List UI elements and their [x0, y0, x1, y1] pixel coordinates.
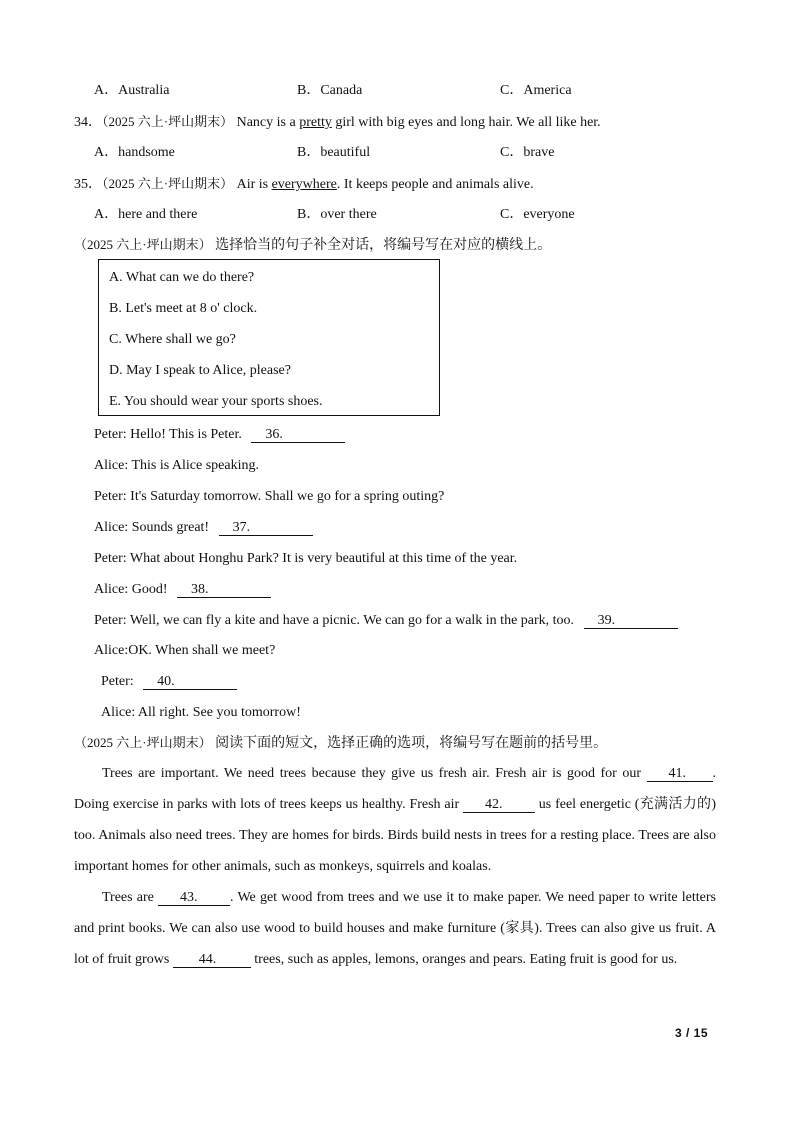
reading-instruction: 阅读下面的短文，选择正确的选项，将编号写在题前的括号里。 — [215, 736, 608, 751]
q33-option-b: B．Canada — [297, 83, 363, 98]
dialogue-line-10 — [101, 704, 301, 722]
dialogue-line-text: Peter: Well, we can fly a kite and have a picnic. We can go for a walk in the park, too. — [94, 613, 575, 628]
paragraph-text: . We get wood from trees and we use it to make paper. We need paper to write letters and print books. We can also use wood to build houses and make furniture (家具). Trees can also give us fruit. A lot of fruit grows — [74, 890, 717, 967]
q34-underlined-word: pretty — [299, 115, 332, 130]
dialogue-choice-box — [98, 259, 440, 416]
q34-number: 34． — [74, 115, 102, 130]
dialogue-line-6 — [94, 581, 271, 599]
dialogue-line-3 — [94, 488, 444, 506]
reading-source: （2025 六上·坪山期末） — [74, 735, 212, 750]
dialogue-line-text: Peter: What about Honghu Park? It is very beautiful at this time of the year. — [94, 551, 518, 566]
blank-44: 44. — [173, 952, 251, 968]
dialogue-line-5 — [94, 550, 517, 568]
q35-option-b: B．over there — [297, 207, 377, 222]
dialogue-line-text: Alice: Good! — [94, 582, 168, 597]
q33-option-c: C．America — [500, 83, 572, 98]
dialogue-line-8 — [94, 642, 275, 660]
q35-text-after: . It keeps people and animals alive. — [336, 177, 534, 192]
reading-section-heading — [74, 734, 607, 753]
choice-b: B. Let's meet at 8 o' clock. — [109, 301, 258, 316]
q35-source: （2025 六上·坪山期末） — [102, 176, 234, 191]
page-number: 3 / 15 — [675, 1026, 709, 1040]
dialogue-line-text: Alice: This is Alice speaking. — [94, 458, 259, 473]
paragraph-text: . Doing exercise in parks with lots of trees keeps us healthy. Fresh air — [74, 766, 716, 812]
blank-42: 42. — [463, 797, 535, 813]
q34-option-b: B．beautiful — [297, 145, 371, 160]
dialogue-line-2 — [94, 457, 259, 475]
q35-option-c: C．everyone — [500, 207, 575, 222]
dialogue-line-9 — [101, 673, 237, 691]
q34-question — [74, 113, 601, 132]
q35-option-a: A．here and there — [94, 207, 198, 222]
dialogue-line-text: Alice:OK. When shall we meet? — [94, 643, 276, 658]
q35-number: 35． — [74, 177, 102, 192]
dialogue-source: （2025 六上·坪山期末） — [74, 237, 212, 252]
q34-source: （2025 六上·坪山期末） — [102, 114, 234, 129]
q34-text-before: Nancy is a — [236, 115, 300, 130]
q35-text-before: Air is — [236, 177, 272, 192]
dialogue-line-text: Alice: All right. See you tomorrow! — [101, 705, 301, 720]
choice-e: E. You should wear your sports shoes. — [109, 394, 323, 409]
blank-39: 39. — [584, 613, 678, 629]
dialogue-line-1 — [94, 426, 345, 444]
paragraph-text: us feel energetic (充满活力的) too. Animals also need trees. They are homes for birds. Birds build nests in trees for a resting place. Trees are also important homes for other animals, such as monkeys, squirrels and koalas. — [74, 797, 717, 874]
choice-a: A. What can we do there? — [109, 270, 255, 285]
q33-option-a: A．Australia — [94, 83, 170, 98]
blank-43: 43. — [158, 890, 230, 906]
choice-c: C. Where shall we go? — [109, 332, 236, 347]
dialogue-line-text: Peter: Hello! This is Peter. — [94, 427, 242, 442]
q35-question — [74, 175, 534, 194]
dialogue-line-text: Peter: It's Saturday tomorrow. Shall we go for a spring outing? — [94, 489, 445, 504]
dialogue-line-text: Peter: — [101, 674, 134, 689]
q34-text-after: girl with big eyes and long hair. We all like her. — [331, 115, 601, 130]
blank-36: 36. — [251, 427, 345, 443]
blank-38: 38. — [177, 582, 271, 598]
choice-d: D. May I speak to Alice, please? — [109, 363, 291, 378]
paragraph-text: Trees are — [102, 890, 159, 905]
blank-37: 37. — [219, 520, 313, 536]
dialogue-instruction: 选择恰当的句子补全对话，将编号写在对应的横线上。 — [215, 238, 552, 253]
dialogue-line-text: Alice: Sounds great! — [94, 520, 210, 535]
q34-option-c: C．brave — [500, 145, 555, 160]
blank-40: 40. — [143, 674, 237, 690]
dialogue-line-7 — [94, 612, 678, 630]
dialogue-line-4 — [94, 519, 313, 537]
q35-underlined-word: everywhere — [271, 177, 337, 192]
dialogue-section-heading — [74, 236, 551, 255]
paragraph-text: Trees are important. We need trees because they give us fresh air. Fresh air is good for our — [102, 766, 647, 781]
reading-paragraph-2 — [74, 882, 716, 975]
blank-41: 41. — [647, 766, 713, 782]
reading-paragraph-1 — [74, 758, 716, 882]
q34-option-a: A．handsome — [94, 145, 175, 160]
paragraph-text: trees, such as apples, lemons, oranges and pears. Eating fruit is good for us. — [250, 952, 678, 967]
